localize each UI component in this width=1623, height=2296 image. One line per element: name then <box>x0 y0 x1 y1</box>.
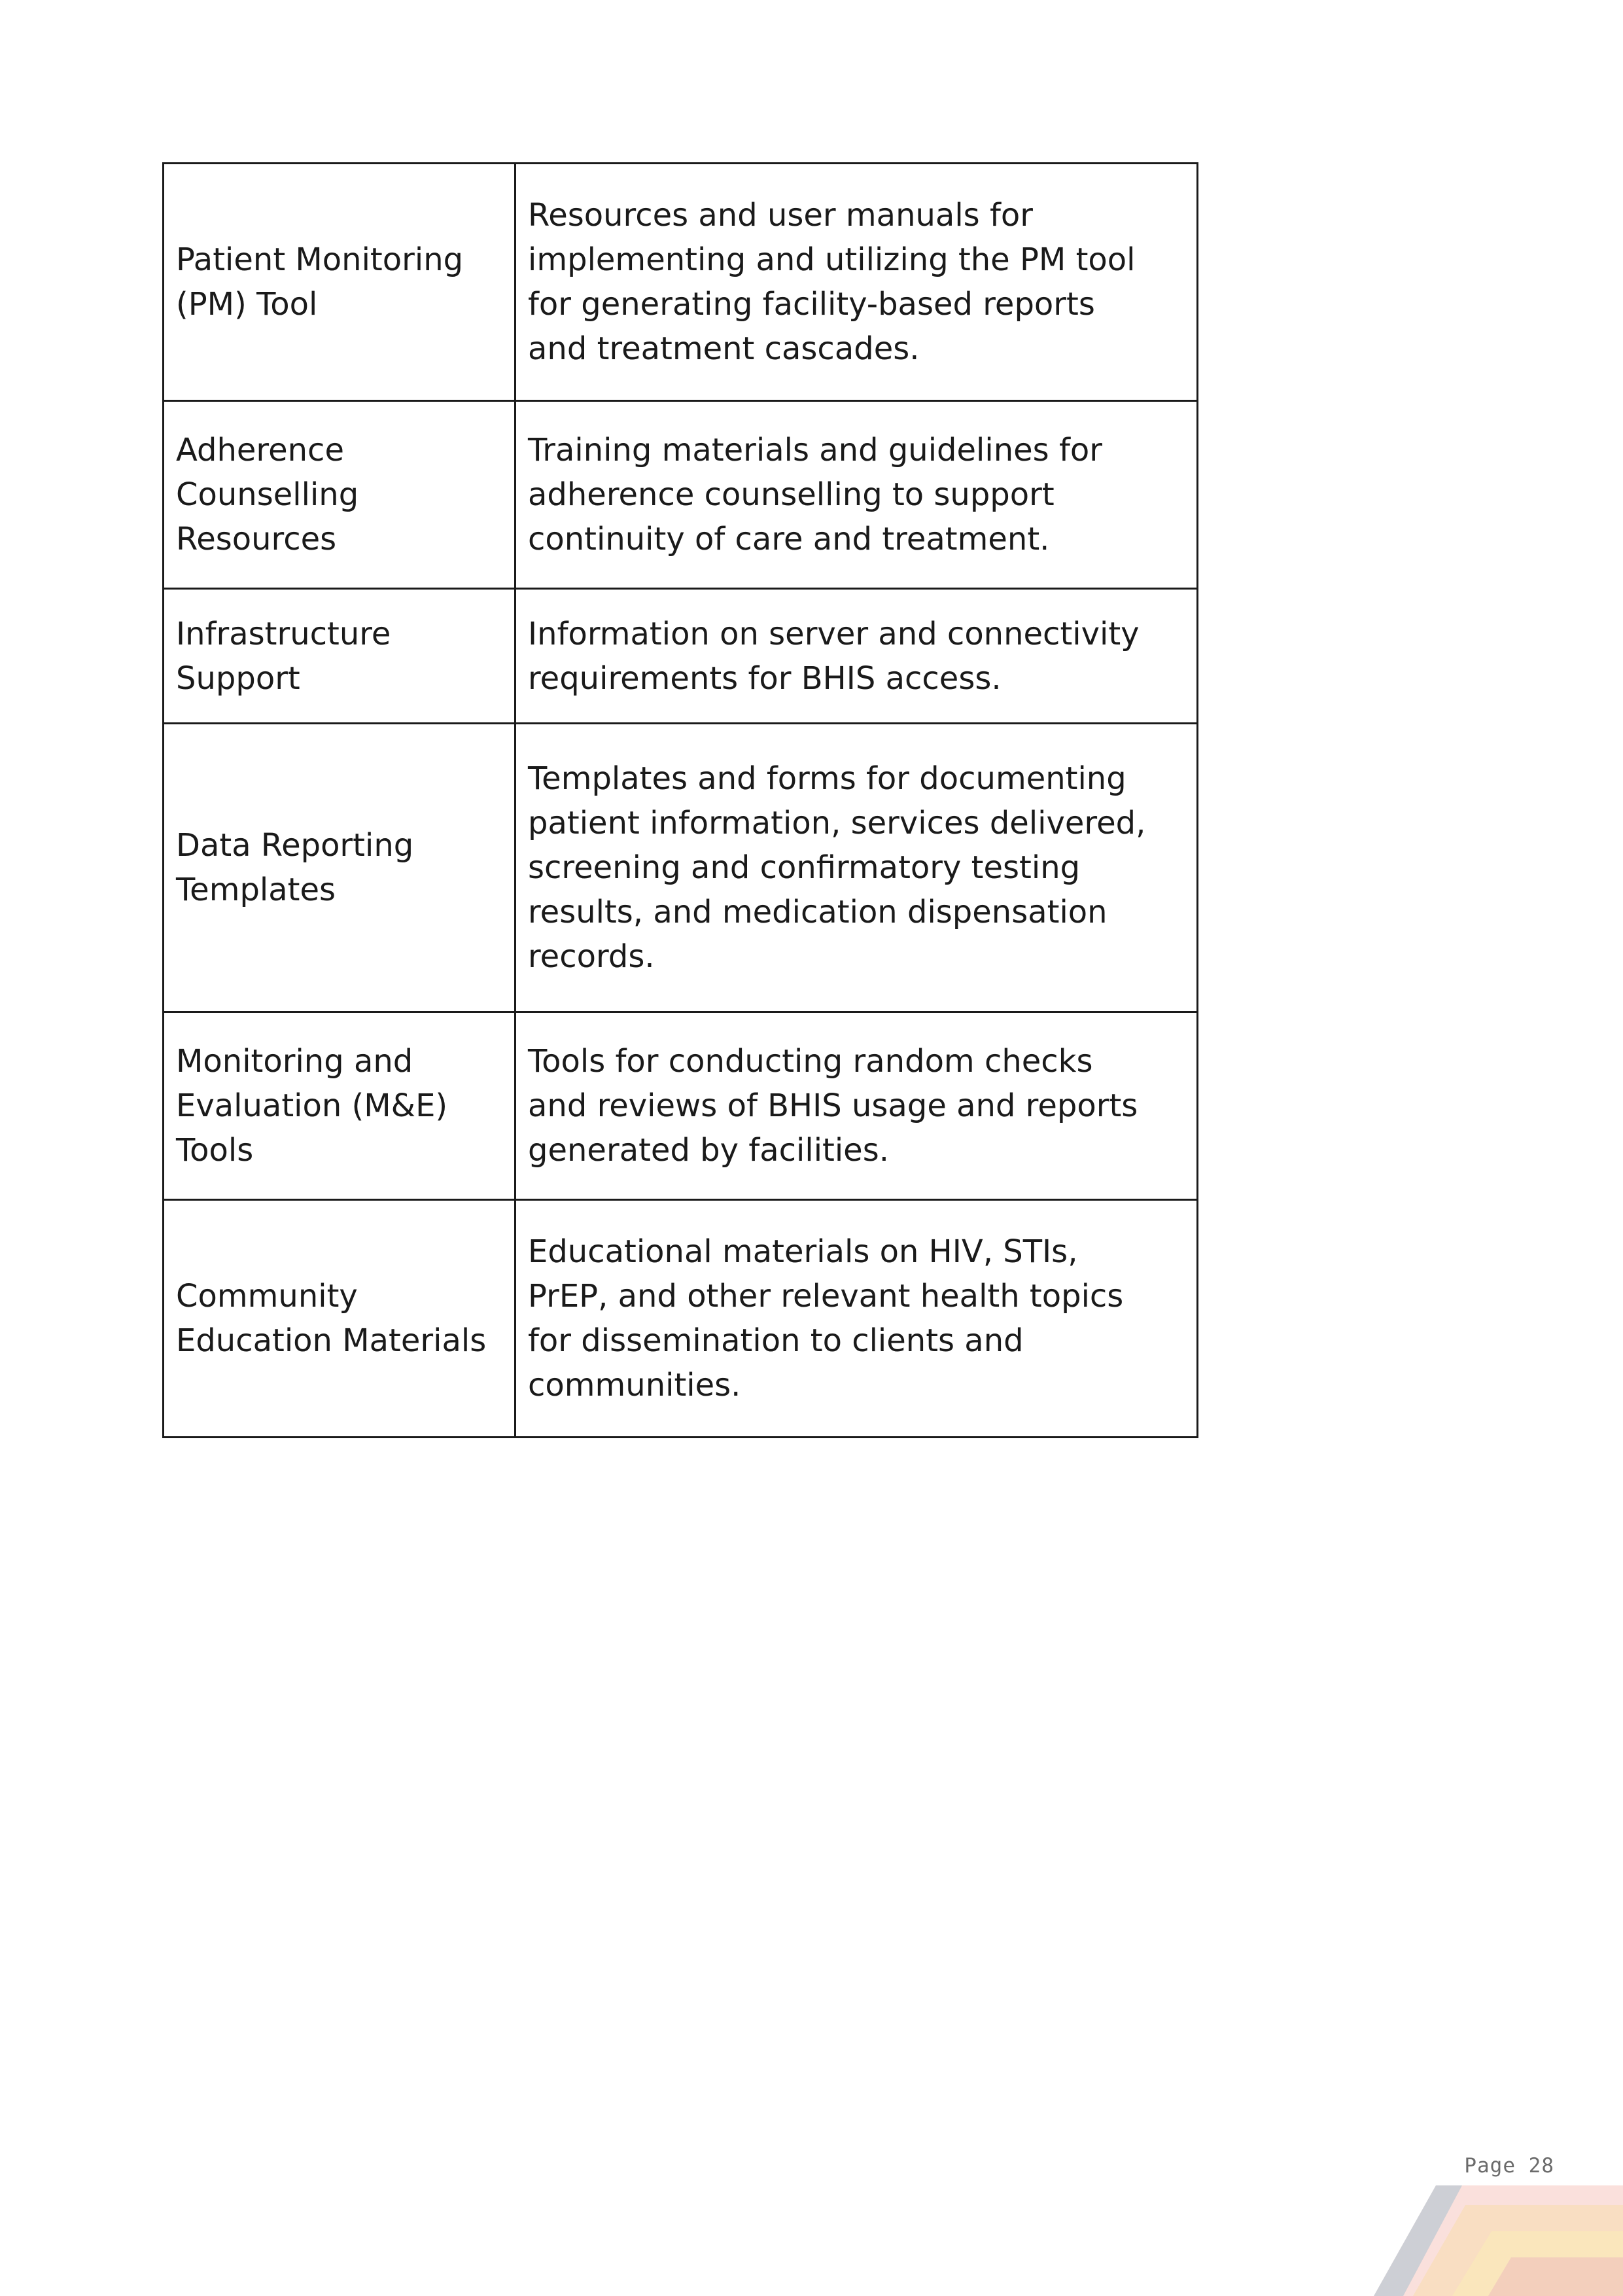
resource-description-line: adherence counselling to support <box>528 476 1055 513</box>
table-row <box>164 164 1198 401</box>
resource-description-line: requirements for BHIS access. <box>528 660 1002 697</box>
resource-description-line: generated by facilities. <box>528 1132 889 1169</box>
resource-name-cell <box>164 1200 515 1438</box>
resource-description-line: and reviews of BHIS usage and reports <box>528 1087 1138 1124</box>
resource-name-line: Infrastructure <box>176 615 391 652</box>
resource-description-line: Training materials and guidelines for <box>528 432 1102 468</box>
decoration-band <box>1488 2257 1623 2296</box>
resource-description-line: Information on server and connectivity <box>528 615 1140 652</box>
resource-name-line: Adherence <box>176 432 344 468</box>
resource-description-line: continuity of care and treatment. <box>528 521 1050 557</box>
table-row <box>164 1012 1198 1200</box>
resource-name-line: Community <box>176 1278 358 1315</box>
resource-name-cell <box>164 1012 515 1200</box>
resource-description-cell <box>515 724 1198 1012</box>
resource-name-line: Templates <box>176 872 336 908</box>
resource-name-cell <box>164 589 515 724</box>
resource-name-line: Monitoring and <box>176 1043 413 1080</box>
resources-table <box>162 162 1198 1438</box>
table-row <box>164 401 1198 589</box>
resource-description-line: for dissemination to clients and <box>528 1322 1024 1359</box>
resource-name-line: Patient Monitoring <box>176 241 464 278</box>
resource-name-line: Support <box>176 660 300 697</box>
resource-name-cell <box>164 164 515 401</box>
table-row <box>164 1200 1198 1438</box>
resource-description-cell <box>515 1012 1198 1200</box>
resource-description-line: communities. <box>528 1367 741 1404</box>
resource-name-line: Evaluation (M&E) <box>176 1087 448 1124</box>
resource-description-cell <box>515 589 1198 724</box>
resource-name-line: (PM) Tool <box>176 286 318 323</box>
resource-description-line: patient information, services delivered, <box>528 805 1146 841</box>
resource-description-cell <box>515 164 1198 401</box>
resource-name-line: Tools <box>176 1132 254 1169</box>
resource-name-line: Resources <box>176 521 337 557</box>
corner-decoration <box>1374 2185 1623 2296</box>
table-row <box>164 724 1198 1012</box>
resource-description-line: for generating facility-based reports <box>528 286 1095 323</box>
resource-description-line: and treatment cascades. <box>528 330 920 367</box>
resource-name-cell <box>164 724 515 1012</box>
resource-description-cell <box>515 401 1198 589</box>
resource-description-line: Educational materials on HIV, STIs, <box>528 1233 1078 1270</box>
resource-description-line: Templates and forms for documenting <box>528 760 1126 797</box>
resource-description-line: Tools for conducting random checks <box>528 1043 1093 1080</box>
resource-description-cell <box>515 1200 1198 1438</box>
table-row <box>164 589 1198 724</box>
page-number: Page 28 <box>1464 2154 1554 2178</box>
resource-description-line: results, and medication dispensation <box>528 894 1108 930</box>
resource-description-line: screening and confirmatory testing <box>528 849 1081 886</box>
resource-description-line: implementing and utilizing the PM tool <box>528 241 1136 278</box>
resource-description-line: Resources and user manuals for <box>528 197 1033 234</box>
resource-name-line: Education Materials <box>176 1322 487 1359</box>
resource-name-line: Counselling <box>176 476 359 513</box>
resource-description-line: PrEP, and other relevant health topics <box>528 1278 1124 1315</box>
resource-description-line: records. <box>528 938 655 975</box>
resource-name-cell <box>164 401 515 589</box>
resource-name-line: Data Reporting <box>176 827 414 864</box>
